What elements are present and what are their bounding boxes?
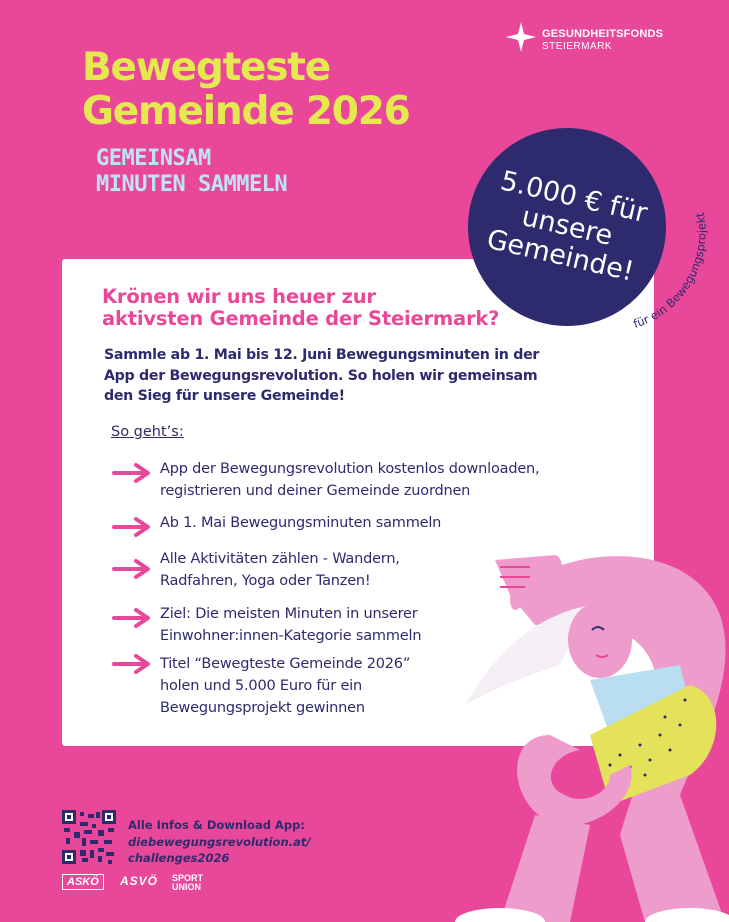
partner-logo-asvoe: ASVÖ (120, 874, 159, 888)
subtitle-line-2: MINUTEN SAMMELN (96, 172, 288, 197)
step-text: Ziel: Die meisten Minuten in unserer (160, 606, 418, 622)
prize-badge-arc-text (600, 170, 729, 340)
arrow-right-icon (112, 607, 152, 629)
download-link-line-2[interactable]: challenges2026 (128, 851, 230, 865)
step-text: Bewegungsprojekt gewinnen (160, 700, 365, 716)
step-text: Alle Aktivitäten zählen - Wandern, (160, 551, 400, 567)
stretching-figure-illustration (440, 535, 729, 922)
brand-name: GESUNDHEITSFONDS (542, 28, 664, 40)
qr-code (62, 810, 116, 864)
step-text: registrieren und deiner Gemeinde zuordnen (160, 483, 471, 499)
arrow-right-icon (112, 462, 152, 484)
arrow-right-icon (112, 653, 152, 675)
download-link-line-1[interactable]: diebewegungsrevolution.at/ (128, 835, 311, 849)
brand-logo (506, 22, 676, 58)
title-line-1: Bewegteste (82, 45, 330, 90)
brand-subname: STEIERMARK (542, 41, 613, 52)
subtitle-line-1: GEMEINSAM (96, 146, 211, 171)
svg-text:für ein Bewegungsprojekt (632, 211, 709, 331)
sparkle-star-icon (506, 22, 536, 52)
card-intro: Sammle ab 1. Mai bis 12. Juni Bewegungsminuten in der App der Bewegungsrevolution. So holen wir gemeinsam den Sieg für unsere Gemeinde! (104, 347, 540, 404)
partner-logo-sportunion: SPORT UNION (172, 873, 204, 892)
info-label: Alle Infos & Download App: (128, 818, 305, 832)
arrow-right-icon (112, 558, 152, 580)
page-subtitle (96, 146, 287, 198)
step-text: Titel “Bewegteste Gemeinde 2026” (160, 656, 411, 672)
step-text: Radfahren, Yoga oder Tanzen! (160, 573, 371, 589)
arrow-right-icon (112, 516, 152, 538)
arc-text: für ein Bewegungsprojekt (631, 211, 709, 331)
howto-label: So geht’s: (111, 424, 184, 440)
step-text: holen und 5.000 Euro für ein (160, 678, 363, 694)
page-title (82, 46, 410, 134)
download-link[interactable] (128, 834, 310, 866)
card-headline: Krönen wir uns heuer zur aktivsten Gemeinde der Steiermark? (102, 285, 500, 330)
step-text: Einwohner:innen-Kategorie sammeln (160, 628, 422, 644)
step-text: App der Bewegungsrevolution kostenlos downloaden, (160, 461, 540, 477)
prize-badge-text: 5.000 € für unsere Gemeinde! (483, 165, 651, 288)
title-line-2: Gemeinde 2026 (82, 89, 410, 134)
step-text: Ab 1. Mai Bewegungsminuten sammeln (160, 515, 442, 531)
partner-logo-askoe: ASKÖ (62, 874, 104, 890)
